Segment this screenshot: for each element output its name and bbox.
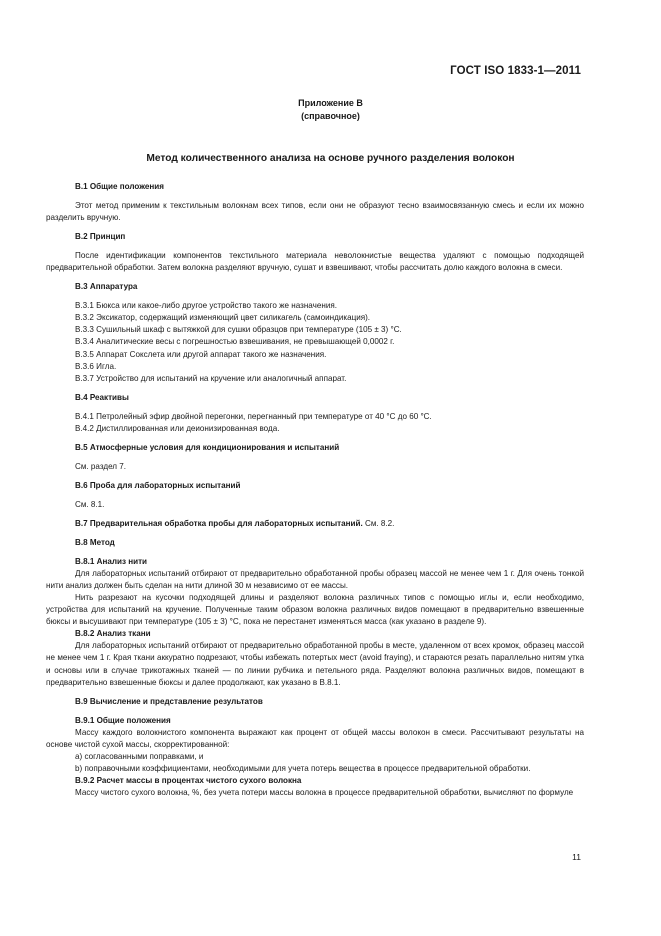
paragraph: Нить разрезают на кусочки подходящей длины и разделяют волокна различных типов с помощью иглы и, если необходимо, устройства для испытаний на кручение. Полученные таким образом волокна различных видов помещают в предварительно взвешенные бюксы и высушивают при температуре (105 ± 3) °С, пока не перестанет изменяться масса (как указано в разделе 9). <box>46 593 584 627</box>
subsection-heading: В.8.2 Анализ ткани <box>75 629 151 639</box>
section-heading: В.4 Реактивы <box>75 392 129 402</box>
section-heading: В.5 Атмосферные условия для кондиционирования и испытаний <box>75 442 340 452</box>
paragraph: Массу каждого волокнистого компонента выражают как процент от общей массы волокон в смеси. Рассчитывают результаты на основе чистой сухой массы, скорректированной: <box>46 727 584 749</box>
section-heading: В.8 Метод <box>75 538 115 548</box>
list-item: В.3.5 Аппарат Сокслета или другой аппарат такого же назначения. <box>75 349 327 359</box>
paragraph: Массу чистого сухого волокна, %, без учета потери массы волокна в процессе предварительной обработки, вычисляют по формуле <box>75 787 574 797</box>
list-item: В.4.2 Дистиллированная или деионизированная вода. <box>75 423 280 433</box>
list-item: В.3.3 Сушильный шкаф с вытяжкой для сушки образцов при температуре (105 ± 3) °С. <box>75 325 402 335</box>
section-text: Этот метод применим к текстильным волокнам всех типов, если они не образуют тесно взаимосвязанную смесь и если их можно разделить вручную. <box>46 201 584 223</box>
section-heading: В.9 Вычисление и представление результатов <box>75 696 263 706</box>
list-item: В.3.6 Игла. <box>75 361 117 371</box>
section-text: После идентификации компонентов текстильного материала неволокнистые вещества удаляют с помощью подходящей предварительной обработки. Затем волокна разделяют вручную, сушат и взвешивают, чтобы рассчитать долю каждого волокна в смеси. <box>46 251 584 273</box>
appendix-label: Приложение В <box>298 98 363 108</box>
appendix-heading <box>0 97 661 123</box>
section-heading: В.1 Общие положения <box>75 182 164 191</box>
document-body <box>46 181 584 799</box>
section-heading: В.3 Аппаратура <box>75 282 138 292</box>
list-item: В.3.4 Аналитические весы с погрешностью взвешивания, не превышающей 0,0002 г. <box>75 337 395 347</box>
section-text: См. 8.1. <box>75 499 105 509</box>
list-item: b) поправочными коэффициентами, необходимыми для учета потерь вещества в процессе предварительной обработки. <box>75 763 531 773</box>
list-item: а) согласованными поправками, и <box>75 751 204 761</box>
paragraph: Для лабораторных испытаний отбирают от предварительно обработанной пробы образец массой не менее чем 1 г. Для очень тонкой нити анализ должен быть сделан на нити длиной 30 м независимо от ее массы. <box>46 569 584 591</box>
section-heading: В.7 Предварительная обработка пробы для лабораторных испытаний. <box>75 518 363 528</box>
appendix-title: Метод количественного анализа на основе ручного разделения волокон <box>146 153 515 164</box>
list-item: В.3.1 Бюкса или какое-либо другое устройство такого же назначения. <box>75 301 337 311</box>
standard-header: ГОСТ ISO 1833-1—2011 <box>450 65 581 77</box>
appendix-type: (справочное) <box>301 111 360 121</box>
list-item: В.4.1 Петролейный эфир двойной перегонки, перегнанный при температуре от 40 °С до 60 °С. <box>75 411 432 421</box>
section-heading: В.2 Принцип <box>75 232 126 242</box>
section-b7 <box>75 518 584 530</box>
subsection-heading: В.8.1 Анализ нити <box>75 557 148 567</box>
list-item: В.3.7 Устройство для испытаний на кручение или аналогичный аппарат. <box>75 373 347 383</box>
section-text: См. раздел 7. <box>75 461 127 471</box>
paragraph: Для лабораторных испытаний отбирают от предварительно обработанной пробы в месте, удаленном от всех кромок, образец массой не менее чем 1 г. Края ткани аккуратно подрезают, чтобы избежать потертых мест (avoid fraying), и стараются резать параллельно нитям утка и основы или в случае трикотажных тканей — по линии рубчика и петельного ряда. Разделяют волокна различных видов, помещают в предварительно взвешенные бюксы и далее продолжают, как указано в В.8.1. <box>46 641 584 687</box>
section-heading: В.6 Проба для лабораторных испытаний <box>75 480 241 490</box>
list-item: В.3.2 Эксикатор, содержащий изменяющий цвет силикагель (самоиндикация). <box>75 313 371 323</box>
page-number: 11 <box>572 852 581 862</box>
section-text: См. 8.2. <box>362 518 395 528</box>
subsection-heading: В.9.1 Общие положения <box>75 715 171 725</box>
subsection-heading: В.9.2 Расчет массы в процентах чистого сухого волокна <box>75 775 302 785</box>
